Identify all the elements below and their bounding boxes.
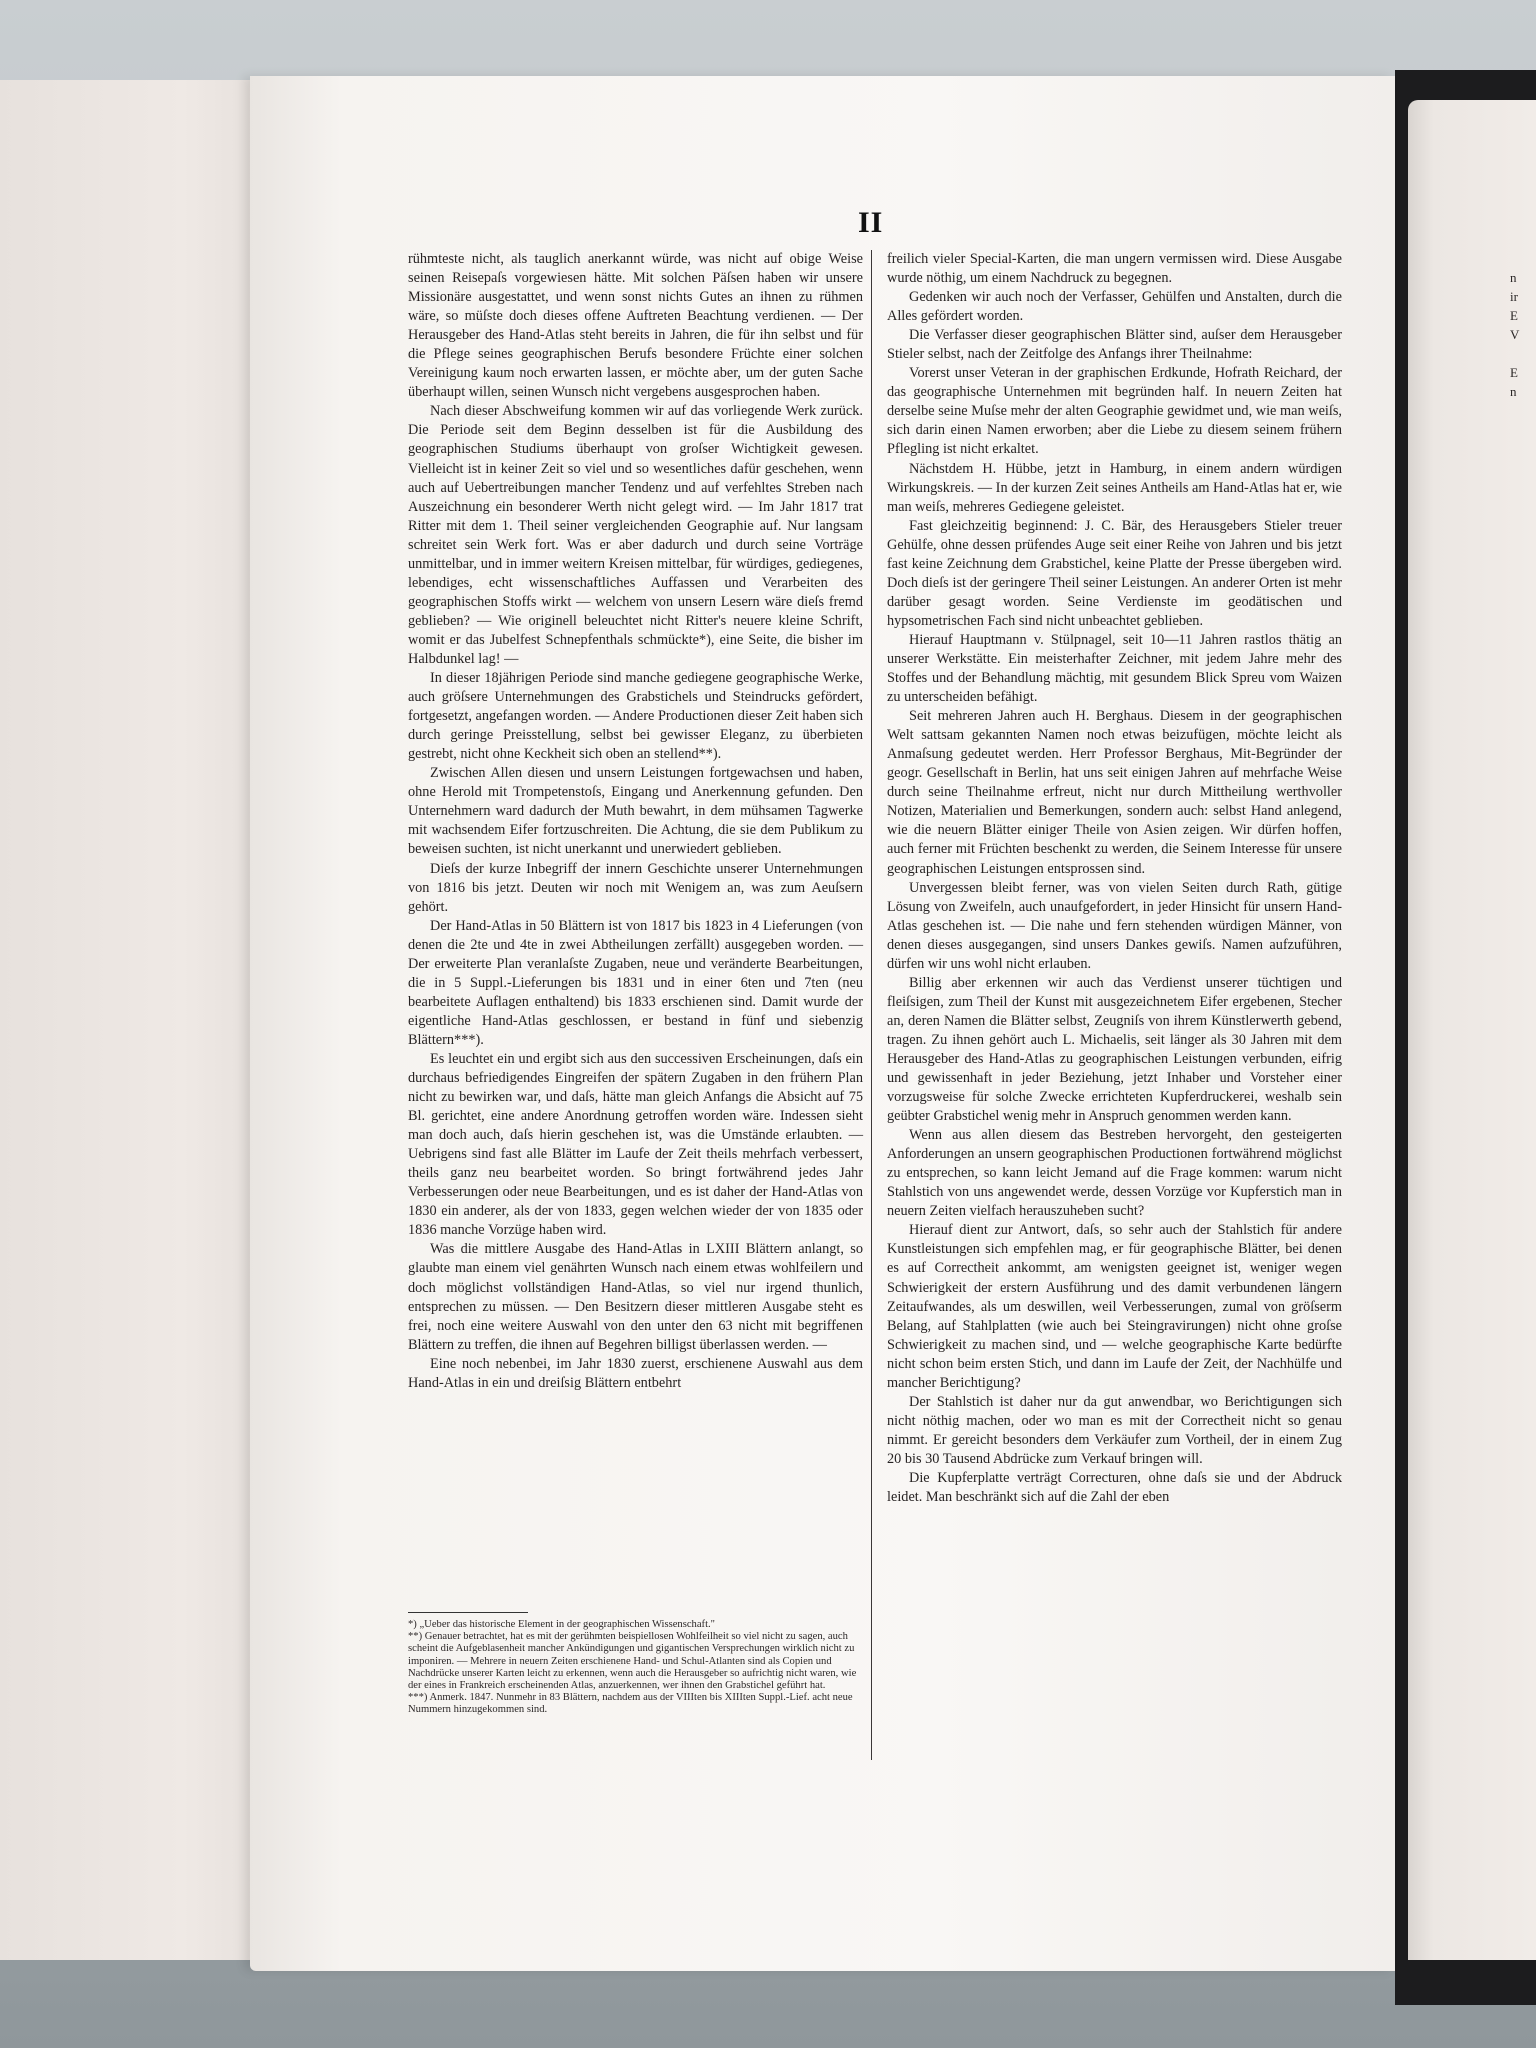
paragraph: Was die mittlere Ausgabe des Hand-Atlas in LXIII Blättern anlangt, so glaubte man einem viel genährten Wunsch nach einem etwas wohlfeilern und doch möglichst vollständigen Hand-Atlas, so viel nur irgend thunlich, entsprechen zu müssen. — Den Besitzern dieser mittleren Ausgabe steht es frei, noch eine weitere Auswahl von den unter den 63 nicht mit begriffenen Blättern zu treffen, die ihnen auf Begehren billigst überlassen werden. —	[408, 1241, 863, 1353]
paragraph: Nächstdem H. Hübbe, jetzt in Hamburg, in einem andern würdigen Wirkungskreis. — In der kurzen Zeit seines Antheils am Hand-Atlas hat er, wie man weiſs, mehreres Gediegene geleistet.	[887, 460, 1342, 515]
paragraph: Fast gleichzeitig beginnend: J. C. Bär, des Herausgebers Stieler treuer Gehülfe, ohne dessen prüfendes Auge seit einer Reihe von Jahren und bis jetzt fast keine Zeichnung dem Grabstichel, keine Platte der Presse übergeben wird. Doch dieſs ist der geringere Theil seiner Leistungen. An anderer Orten ist mehr darüber gesagt worden. Seine Verdienste im geodätischen und hypsometrischen Fach sind nicht unbeachtet geblieben.	[887, 517, 1342, 629]
footnote-rule	[408, 1612, 528, 1613]
paragraph: Dieſs der kurze Inbegriff der innern Geschichte unserer Unternehmungen von 1816 bis jetzt. Deuten wir noch mit Wenigem an, was zum Aeuſsern gehört.	[408, 860, 863, 915]
fragment	[1510, 344, 1536, 363]
fragment: V	[1510, 327, 1520, 342]
left-text-column	[408, 250, 863, 1393]
footnote: **) Genauer betrachtet, hat es mit der gerühmten beispiellosen Wohlfeilheit so viel nicht zu sagen, auch scheint die Aufgeblasenheit mancher Ankündigungen und gigantischen Versprechungen wirklich nicht zu imponiren. — Mehrere in neuern Zeiten erschienene Hand- und Schul-Atlanten sind als Copien und Nachdrücke unserer Karten leicht zu erkennen, wenn auch die Herausgeber so aufrichtig nicht waren, wie der eines in Frankreich erscheinenden Atlas, anzuerkennen, wer ihnen den Grabstichel geführt hat.	[408, 1631, 857, 1692]
fragment: ir	[1510, 289, 1518, 304]
paragraph: Es leuchtet ein und ergibt sich aus den successiven Erscheinungen, daſs ein durchaus befriedigendes Eingreifen der spätern Zugaben in den frühern Plan nicht zu bewirken war, und daſs, hätte man gleich Anfangs die Absicht auf 75 Bl. gerichtet, eine andere Anordnung getroffen worden wäre. Indessen sieht man doch auch, daſs hierin geschehen ist, was die Umstände erlaubten. — Uebrigens sind fast alle Blätter im Laufe der Zeit theils mehrfach verbessert, theils ganz neu bearbeitet worden. So bringt fortwährend jedes Jahr Verbesserungen oder neue Bearbeitungen, und es ist daher der Hand-Atlas von 1830 ein anderer, als der von 1833, gegen welchen wieder der von 1835 oder 1836 manche Vorzüge haben wird.	[408, 1050, 863, 1239]
fragment: n	[1510, 270, 1517, 285]
paragraph: rühmteste nicht, als tauglich anerkannt würde, was nicht auf obige Weise seinen Reisepaſs vorgewiesen hätte. Mit solchen Päſsen haben wir unsere Missionäre ausgestattet, und wenn sonst nichts Gutes an ihnen zu rühmen wäre, so müſste doch dieses offene Auftreten Beachtung verdienen. — Der Herausgeber des Hand-Atlas steht bereits in Jahren, die für ihn selbst und für die Pflege seines geographischen Berufs besondere Früchte einer solchen Vereinigung kaum noch erwarten lassen, er möchte aber, um der guten Sache überhaupt willen, seinen Wunsch nicht vergebens ausgesprochen haben.	[408, 251, 863, 401]
paragraph: Eine noch nebenbei, im Jahr 1830 zuerst, erschienene Auswahl aus dem Hand-Atlas in ein und dreiſsig Blättern entbehrt	[408, 1355, 863, 1391]
right-page-text-fragments	[1510, 268, 1536, 401]
paragraph: Wenn aus allen diesem das Bestreben hervorgeht, den gesteigerten Anforderungen an unsern geographischen Productionen fortwährend möglichst zu entsprechen, so kann leicht Jemand auf die Frage kommen: warum nicht Stahlstich von uns angewendet werde, dessen Vorzüge vor Kupferstich man in neuern Zeiten vielfach herauszuheben sucht?	[887, 1127, 1342, 1220]
fragment: E	[1510, 308, 1518, 323]
footnotes	[408, 1612, 863, 1717]
right-text-column	[887, 250, 1342, 1507]
paragraph: In dieser 18jährigen Periode sind manche gediegene geographische Werke, auch gröſsere Unternehmungen des Grabstichels und Steindrucks gefördert, fortgesetzt, angefangen worden. — Andere Productionen dieser Zeit haben sich durch geringe Preisstellung, selbst bei gewisser Eleganz, zu überbieten gestrebt, nicht ohne Keckheit sich oben an stellend**).	[408, 670, 863, 763]
paragraph: Hierauf dient zur Antwort, daſs, so sehr auch der Stahlstich für andere Kunstleistungen sich empfehlen mag, er für geographische Blätter, bei denen es auf Correctheit ankommt, am wenigsten geeignet ist, weniger wegen Schwierigkeit der erstern Ausführung und des damit verbundenen längern Zeitaufwandes, als um deswillen, weil Verbesserungen, zumal von gröſserm Belang, auf Stahlplatten (wie auch bei Steingravirungen) nicht ohne groſse Schwierigkeit zu machen sind, und — welche geographische Karte bedürfte nicht schon beim ersten Stich, und dann im Laufe der Zeit, der Nachhülfe und mancher Berichtigung?	[887, 1222, 1342, 1391]
column-divider	[871, 250, 872, 1760]
fragment: E	[1510, 365, 1518, 380]
paragraph: Unvergessen bleibt ferner, was von vielen Seiten durch Rath, gütige Lösung von Zweifeln, auch unaufgefordert, in jeder Hinsicht für unsern Hand-Atlas geschehen ist. — Die nahe und fern stehenden würdigen Männer, von denen dieses ausgegangen, sind unsers Dankes gewiſs. Namen aufzuführen, dürfen wir uns wohl nicht erlauben.	[887, 879, 1342, 972]
paragraph: Seit mehreren Jahren auch H. Berghaus. Diesem in der geographischen Welt sattsam gekannten Namen noch etwas beizufügen, möchte leicht als Anmaſsung gedeutet werden. Herr Professor Berghaus, Mit-Begründer der geogr. Gesellschaft in Berlin, hat uns seit einigen Jahren auf mehrfache Weise durch seine Theilnahme erfreut, nicht nur durch Mittheilung werthvoller Notizen, Materialien und Bemerkungen, sondern auch: selbst Hand anlegend, wie die neuern Blätter einiger Theile von Asien zeigen. Wir dürfen hoffen, auch ferner mit Früchten beschenkt zu werden, die Seinem Interesse für unsere geographischen Leistungen entsprossen sind.	[887, 708, 1342, 877]
paragraph: Die Kupferplatte verträgt Correcturen, ohne daſs sie und der Abdruck leidet. Man beschränkt sich auf die Zahl der eben	[887, 1470, 1342, 1506]
page-number: II	[858, 206, 884, 239]
paragraph: Nach dieser Abschweifung kommen wir auf das vorliegende Werk zurück. Die Periode seit dem Beginn desselben ist für die Ausbildung des geographischen Studiums überhaupt von groſser Wichtigkeit gewesen. Vielleicht ist in keiner Zeit so viel und so wesentliches dafür geschehen, wenn auch auf Uebertreibungen mancher Tendenz und auf verfehltes Streben nach Auszeichnung ein besonderer Werth nicht gelegt wird. — Im Jahr 1817 trat Ritter mit dem 1. Theil seiner vergleichenden Geographie auf. Nur langsam schreitet sein Werk fort. Was er aber dadurch und durch seine Vorträge unmittelbar, und in immer weitern Kreisen mittelbar, für würdiges, gediegenes, lebendiges, echt wissenschaftliches Auffassen und Verarbeiten des geographischen Stoffs wirkt — welchem von unsern Lesern wäre dieſs fremd geblieben? — Wie originell beleuchtet nicht Ritter's neuere kleine Schrift, womit er das Jubelfest Schnepfenthals schmückte*), eine Seite, die bisher im Halbdunkel lag! —	[408, 403, 863, 667]
paragraph: Vorerst unser Veteran in der graphischen Erdkunde, Hofrath Reichard, der das geographische Unternehmen mit begründen half. In neuern Zeiten hat derselbe seine Muſse mehr der alten Geographie gewidmet und, wie man weiſs, sich darin einen Namen erworben; aber die Liebe zu diesem seinem frühern Pflegling ist nicht erkaltet.	[887, 365, 1342, 458]
paragraph: Zwischen Allen diesen und unsern Leistungen fortgewachsen und haben, ohne Herold mit Trompetenstoſs, Eingang und Anerkennung gefunden. Den Unternehmern ward dadurch der Muth bewahrt, in dem mühsamen Tagwerke mit wachsendem Eifer fortzuschreiten. Die Achtung, die sie dem Publikum zu beweisen suchten, ist nicht unerkannt und unerwiedert geblieben.	[408, 765, 863, 858]
paragraph: Gedenken wir auch noch der Verfasser, Gehülfen und Anstalten, durch die Alles gefördert worden.	[887, 289, 1342, 325]
footnote: ***) Anmerk. 1847. Nunmehr in 83 Blättern, nachdem aus der VIIIten bis XIIIten Suppl.-Lief. acht neue Nummern hinzugekommen sind.	[408, 1692, 853, 1716]
paragraph: freilich vieler Special-Karten, die man ungern vermissen wird. Diese Ausgabe wurde nöthig, um einem Nachdruck zu begegnen.	[887, 251, 1342, 287]
paragraph: Die Verfasser dieser geographischen Blätter sind, auſser dem Herausgeber Stieler selbst, nach der Zeitfolge des Anfangs ihrer Theilnahme:	[887, 327, 1342, 363]
paragraph: Hierauf Hauptmann v. Stülpnagel, seit 10—11 Jahren rastlos thätig an unserer Werkstätte. Ein meisterhafter Zeichner, mit jedem Jahre mehr des Stoffes und der Behandlung mächtig, mit gesundem Blick Spreu vom Waizen zu unterscheiden befähigt.	[887, 631, 1342, 706]
paragraph: Der Hand-Atlas in 50 Blättern ist von 1817 bis 1823 in 4 Lieferungen (von denen die 2te und 4te in zwei Abtheilungen zerfällt) ausgegeben worden. — Der erweiterte Plan veranlaſste Zugaben, neue und veränderte Bearbeitungen, die in 5 Suppl.-Lieferungen bis 1831 und in einer 6ten und 7ten (neu bearbeitete Auflagen enthaltend) bis 1833 erschienen sind. Damit wurde der eigentliche Hand-Atlas geschlossen, er bestand in fünf und siebenzig Blättern***).	[408, 917, 863, 1048]
paragraph: Billig aber erkennen wir auch das Verdienst unserer tüchtigen und fleiſsigen, zum Theil der Kunst mit ausgezeichnetem Eifer ergebenen, Stecher an, deren Namen die Blätter selbst, Zeugniſs von ihrem Künstlerwerth gebend, tragen. Zu ihnen gehört auch L. Michaelis, seit länger als 30 Jahren mit dem Herausgeber des Hand-Atlas zu geographischen Leistungen verbunden, eifrig und gewissenhaft in jeder Beziehung, jetzt Inhaber und Vorsteher einer vorzugsweise für solche Zwecke errichteten Kupferdruckerei, weshalb sein geübter Grabstichel wenig mehr in Anspruch genommen werden kann.	[887, 974, 1342, 1125]
fragment: n	[1510, 384, 1517, 399]
paragraph: Der Stahlstich ist daher nur da gut anwendbar, wo Berichtigungen sich nicht nöthig machen, oder wo man es mit der Correctheit nicht so genau nimmt. Er gereicht besonders dem Verkäufer zum Vortheil, der in einem Zug 20 bis 30 Tausend Abdrücke zum Verkauf bringen will.	[887, 1393, 1342, 1467]
left-facing-page	[0, 80, 262, 1960]
footnote: *) „Ueber das historische Element in der geographischen Wissenschaft."	[408, 1619, 715, 1630]
